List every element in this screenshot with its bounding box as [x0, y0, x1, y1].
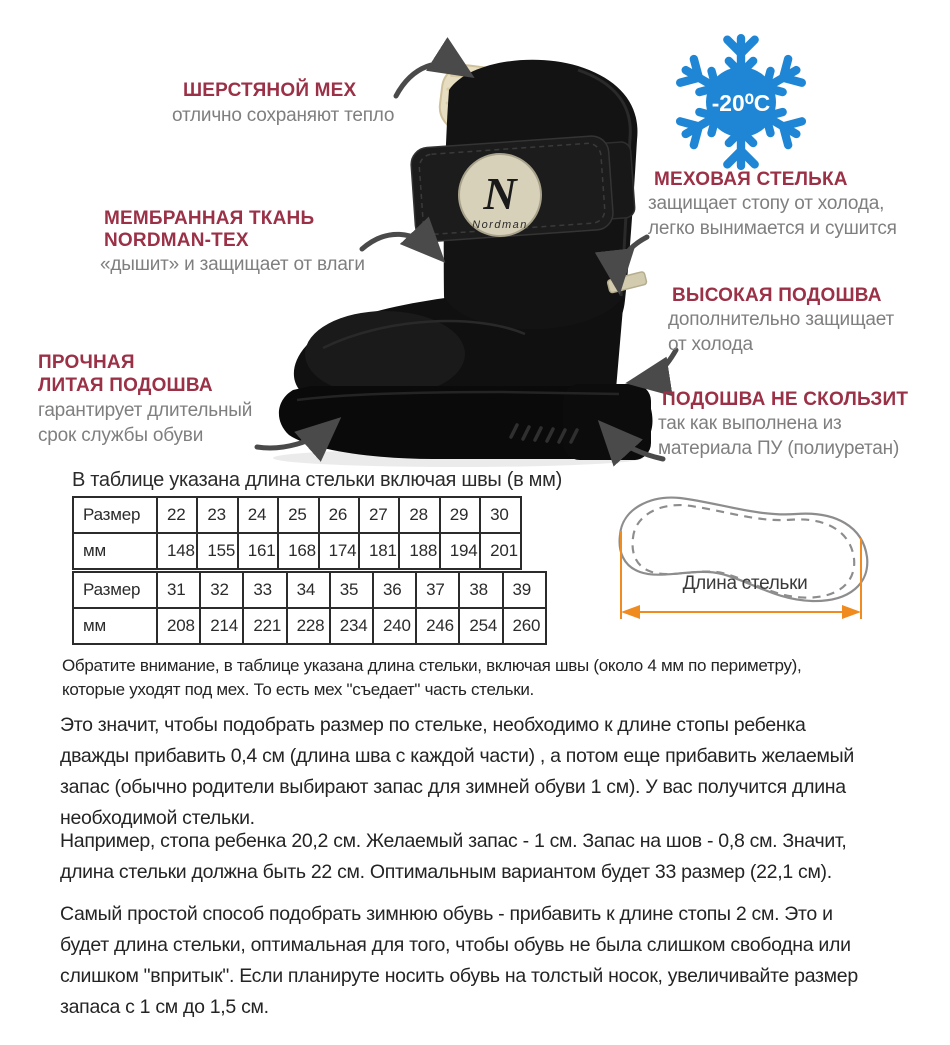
row-header: Размер: [73, 497, 157, 533]
callout-high-sole-desc-2: от холода: [668, 334, 753, 355]
mm-cell: 254: [459, 608, 502, 644]
mm-cell: 214: [200, 608, 243, 644]
logo-letter: N: [483, 168, 517, 219]
mm-cell: 240: [373, 608, 416, 644]
arrow-no-slip: [608, 431, 663, 459]
mm-cell: 148: [157, 533, 197, 569]
row-header: мм: [73, 533, 157, 569]
mm-cell: 228: [287, 608, 330, 644]
callout-high-sole-desc-1: дополнительно защищает: [668, 309, 894, 330]
logo-text: Nordman: [472, 219, 528, 231]
paragraph-simple-method: Самый простой способ подобрать зимнюю обувь - прибавить к длине стопы 2 см. Это и будет длина стельки, оптимальная для того, чтобы обувь не была слишком свободна или слишком "впритык". Если планируте носить обувь на толстый носок, увеличивайте размер запаса с 1 см до 1,5 см.: [60, 903, 858, 1018]
mm-cell: 168: [278, 533, 318, 569]
mm-cell: 208: [157, 608, 200, 644]
callout-no-slip-title: ПОДОШВА НЕ СКОЛЬЗИТ: [662, 389, 909, 410]
table-row: [73, 572, 546, 608]
note-paragraph: Обратите внимание, в таблице указана длина стельки, включая швы (около 4 мм по периметру), которые уходят под мех. То есть мех "съедает" часть стельки.: [62, 656, 802, 699]
table-row: [73, 533, 521, 569]
callout-fur-insole-desc-1: защищает стопу от холода,: [648, 193, 885, 214]
mm-cell: 174: [319, 533, 359, 569]
callout-durable-desc-2: срок службы обуви: [38, 425, 204, 446]
size-cell: 27: [359, 497, 399, 533]
callout-fur-insole-title: МЕХОВАЯ СТЕЛЬКА: [654, 169, 848, 190]
size-cell: 38: [459, 572, 502, 608]
size-cell: 39: [503, 572, 546, 608]
size-cell: 31: [157, 572, 200, 608]
mm-cell: 188: [399, 533, 439, 569]
size-cell: 24: [238, 497, 278, 533]
callout-membrane-desc: «дышит» и защищает от влаги: [100, 254, 365, 275]
paragraph-sizing-explanation: Это значит, чтобы подобрать размер по стельке, необходимо к длине стопы ребенка дважды прибавить 0,4 см (длина шва с каждой части) , а потом еще прибавить желаемый запас (обычно родители выбирают запас для зимней обуви 1 см). У вас получится длина необходимой стельки.: [60, 714, 854, 829]
callout-no-slip-desc-1: так как выполнена из: [658, 413, 842, 434]
mm-cell: 194: [440, 533, 480, 569]
arrow-fur-insole: [618, 237, 647, 280]
callout-fur-insole-desc-2: легко вынимается и сушится: [648, 218, 897, 239]
size-cell: 26: [319, 497, 359, 533]
insole-diagram: [600, 483, 890, 643]
mm-cell: 260: [503, 608, 546, 644]
callout-high-sole-title: ВЫСОКАЯ ПОДОШВА: [672, 285, 882, 306]
mm-cell: 161: [238, 533, 278, 569]
callout-membrane-title-1: МЕМБРАННАЯ ТКАНЬ: [104, 208, 315, 229]
table-row: [73, 608, 546, 644]
size-cell: 28: [399, 497, 439, 533]
row-header: Размер: [73, 572, 157, 608]
size-cell: 35: [330, 572, 373, 608]
mm-cell: 201: [480, 533, 520, 569]
size-cell: 30: [480, 497, 520, 533]
size-table-31-39: [72, 571, 547, 645]
size-cell: 29: [440, 497, 480, 533]
size-cell: 25: [278, 497, 318, 533]
arrow-membrane: [362, 234, 435, 252]
size-table-title: В таблице указана длина стельки включая швы (в мм): [72, 469, 562, 491]
temperature-badge: -20⁰C: [711, 90, 771, 117]
callout-membrane-title-2: NORDMAN-TEX: [104, 230, 249, 251]
row-header: мм: [73, 608, 157, 644]
mm-cell: 234: [330, 608, 373, 644]
mm-cell: 246: [416, 608, 459, 644]
insole-length-label: Длина стельки: [682, 573, 808, 594]
callout-wool-desc: отлично сохраняют тепло: [172, 105, 395, 126]
table-row: [73, 497, 521, 533]
size-cell: 33: [243, 572, 286, 608]
callout-no-slip-desc-2: материала ПУ (полиуретан): [658, 438, 900, 459]
callout-wool-title: ШЕРСТЯНОЙ МЕХ: [183, 80, 357, 101]
callout-durable-title-1: ПРОЧНАЯ: [38, 352, 135, 373]
callout-durable-title-2: ЛИТАЯ ПОДОШВА: [38, 375, 213, 396]
arrow-durable: [257, 427, 330, 448]
size-cell: 23: [197, 497, 237, 533]
mm-cell: 221: [243, 608, 286, 644]
size-table-22-30: [72, 496, 522, 570]
size-cell: 37: [416, 572, 459, 608]
size-cell: 32: [200, 572, 243, 608]
callout-durable-desc-1: гарантирует длительный: [38, 400, 253, 421]
size-cell: 34: [287, 572, 330, 608]
mm-cell: 181: [359, 533, 399, 569]
mm-cell: 155: [197, 533, 237, 569]
size-cell: 22: [157, 497, 197, 533]
size-cell: 36: [373, 572, 416, 608]
paragraph-example: Например, стопа ребенка 20,2 см. Желаемый запас - 1 см. Запас на шов - 0,8 см. Значит, длина стельки должна быть 22 см. Оптимальным вариантом будет 33 размер (22,1 см).: [60, 830, 847, 883]
arrow-wool: [396, 64, 462, 96]
